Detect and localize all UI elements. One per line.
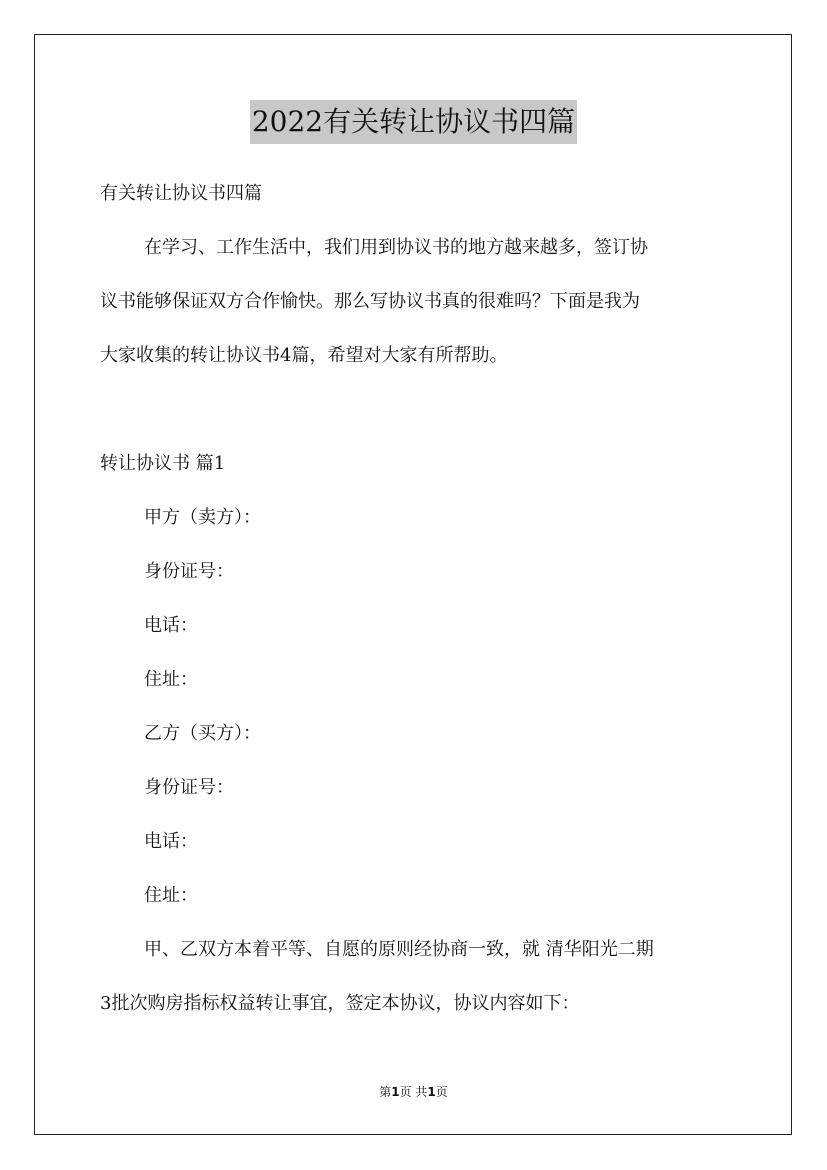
- party-b-address: 住址：: [144, 885, 198, 906]
- intro-line-2: 议书能够保证双方合作愉快。那么写协议书真的很难吗？下面是我为: [100, 291, 640, 312]
- party-b-id: 身份证号：: [144, 777, 234, 798]
- footer-page-current: 1: [391, 1085, 400, 1099]
- party-a-phone: 电话：: [144, 615, 198, 636]
- footer-page-suffix: 页: [435, 1085, 448, 1099]
- section-heading: 转让协议书 篇1: [100, 453, 226, 474]
- page-footer: [0, 1082, 827, 1102]
- document-title-text: 2022有关转让协议书四篇: [250, 100, 577, 144]
- footer-page-prefix: 第: [379, 1085, 392, 1099]
- footer-page-mid: 页 共: [399, 1085, 428, 1099]
- body-line-1: 甲、乙双方本着平等、自愿的原则经协商一致，就 清华阳光二期: [144, 939, 654, 960]
- party-b-phone: 电话：: [144, 831, 198, 852]
- footer-page-total: 1: [427, 1085, 436, 1099]
- intro-line-3: 大家收集的转让协议书4篇，希望对大家有所帮助。: [100, 345, 508, 366]
- body-line-2: 3批次购房指标权益转让事宜，签定本协议，协议内容如下：: [100, 993, 580, 1014]
- subtitle: 有关转让协议书四篇: [100, 183, 262, 204]
- party-b-label: 乙方（买方）：: [144, 723, 261, 744]
- party-a-address: 住址：: [144, 669, 198, 690]
- party-a-id: 身份证号：: [144, 561, 234, 582]
- document-title: [0, 100, 827, 144]
- intro-line-1: 在学习、工作生活中，我们用到协议书的地方越来越多，签订协: [144, 237, 648, 258]
- party-a-label: 甲方（卖方）：: [144, 507, 261, 528]
